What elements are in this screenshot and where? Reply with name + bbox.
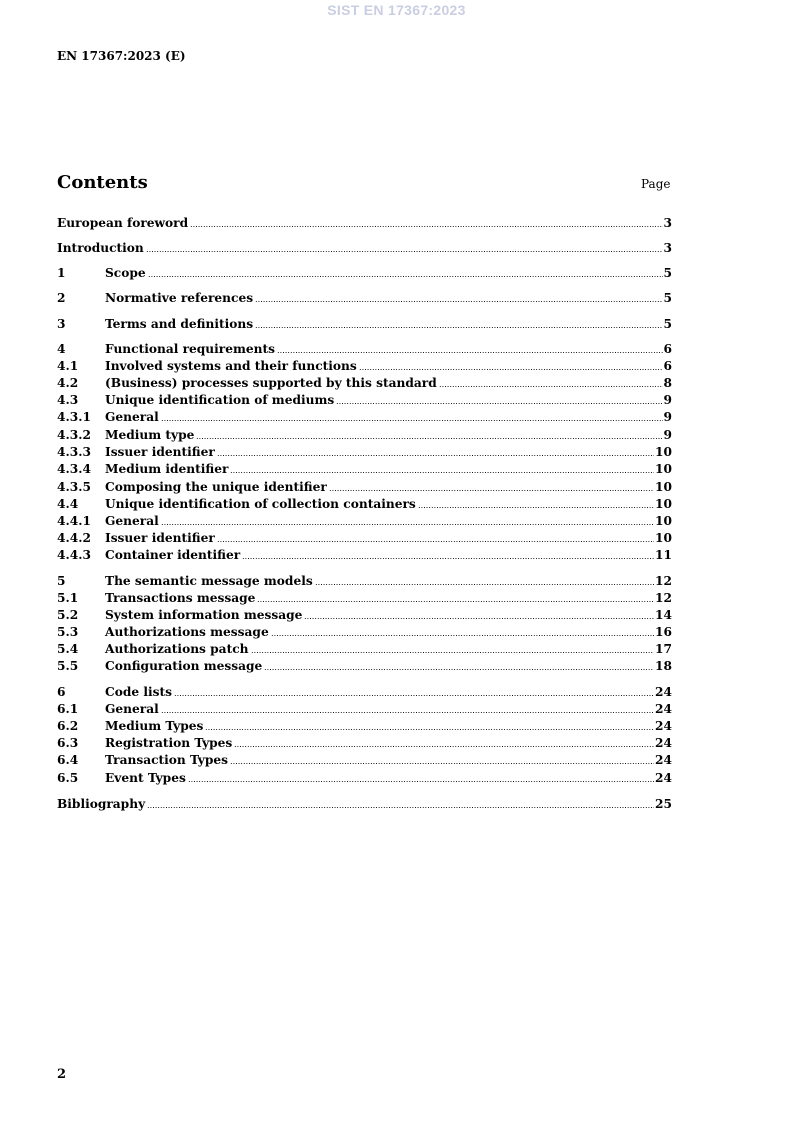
toc-entry-page: 10 [655,497,672,511]
toc-entry-title: Introduction [57,241,144,255]
toc-entry-title: Container identifier [105,548,241,562]
toc-entry-page: 10 [655,445,672,459]
watermark: SIST EN 17367:2023 [327,2,466,18]
toc-leader-dots [161,523,654,526]
toc-entry[interactable] [57,265,672,282]
toc-entry-number: 4.4 [57,497,79,511]
toc-entry-title: Issuer identifier [105,531,215,545]
toc-entry-page: 5 [663,266,672,280]
toc-entry-title: Bibliography [57,797,146,811]
toc-entry-page: 24 [655,702,672,716]
toc-entry-number: 6 [57,685,66,699]
toc-entry-number: 4.3 [57,393,79,407]
toc-entry-title: (Business) processes supported by this standard [105,376,437,390]
toc-entry[interactable] [57,684,672,701]
toc-entry-title: Authorizations message [105,625,269,639]
toc-entry-number: 4.3.5 [57,480,91,494]
toc-leader-dots [257,600,654,603]
toc-leader-dots [174,694,654,697]
toc-entry-title: Scope [105,266,146,280]
toc-entry[interactable] [57,641,672,658]
toc-leader-dots [148,275,663,278]
toc-entry-number: 5.5 [57,659,79,673]
toc-leader-dots [277,351,663,354]
toc-entry-title: Medium Types [105,719,204,733]
toc-entry-title: Functional requirements [105,342,275,356]
toc-entry-page: 12 [655,591,672,605]
toc-entry-title: Medium type [105,428,195,442]
toc-entry-page: 24 [655,771,672,785]
toc-entry-title: General [105,702,159,716]
toc-entry[interactable] [57,444,672,461]
toc-entry-page: 8 [663,376,672,390]
toc-entry[interactable] [57,479,672,496]
toc-entry-title: Transactions message [105,591,256,605]
toc-entry[interactable] [57,341,672,358]
toc-entry-page: 5 [663,291,672,305]
toc-entry-page: 10 [655,531,672,545]
toc-entry[interactable] [57,735,672,752]
toc-leader-dots [147,806,654,809]
toc-entry-number: 6.2 [57,719,79,733]
toc-leader-dots [418,506,654,509]
toc-leader-dots [242,557,654,560]
toc-entry-number: 5 [57,574,66,588]
toc-entry-title: Composing the unique identifier [105,480,327,494]
toc-entry-number: 1 [57,266,66,280]
toc-entry-page: 10 [655,514,672,528]
toc-entry-title: Unique identification of collection containers [105,497,416,511]
toc-entry[interactable] [57,530,672,547]
toc-entry[interactable] [57,316,672,333]
toc-entry-title: Authorizations patch [105,642,249,656]
toc-entry-number: 5.4 [57,642,79,656]
toc-entry[interactable] [57,215,672,232]
toc-leader-dots [271,634,654,637]
toc-leader-dots [217,540,654,543]
toc-entry-page: 5 [663,317,672,331]
toc-entry-page: 14 [655,608,672,622]
toc-leader-dots [264,668,654,671]
toc-entry-page: 25 [655,797,672,811]
document-id: EN 17367:2023 (E) [57,49,186,63]
toc-entry[interactable] [57,590,672,607]
toc-leader-dots [230,762,654,765]
toc-leader-dots [146,250,663,253]
toc-entry-page: 10 [655,462,672,476]
toc-entry[interactable] [57,358,672,375]
toc-entry[interactable] [57,573,672,590]
toc-entry-title: Registration Types [105,736,233,750]
toc-entry[interactable] [57,496,672,513]
toc-leader-dots [161,711,654,714]
toc-entry[interactable] [57,658,672,675]
toc-entry-number: 4.4.3 [57,548,91,562]
toc-entry-page: 9 [663,410,672,424]
toc-entry-page: 17 [655,642,672,656]
toc-entry-page: 9 [663,428,672,442]
toc-entry-number: 3 [57,317,66,331]
toc-entry-page: 11 [655,548,672,562]
toc-leader-dots [315,583,654,586]
toc-entry[interactable] [57,701,672,718]
toc-entry-number: 4.4.1 [57,514,91,528]
toc-leader-dots [205,728,654,731]
toc-entry-number: 5.1 [57,591,79,605]
toc-entry-page: 24 [655,753,672,767]
toc-entry-title: Transaction Types [105,753,228,767]
toc-entry[interactable] [57,392,672,409]
toc-entry-title: Issuer identifier [105,445,215,459]
toc-leader-dots [304,617,654,620]
toc-entry[interactable] [57,770,672,787]
toc-entry[interactable] [57,461,672,478]
toc-entry-page: 3 [663,241,672,255]
toc-entry-number: 4.1 [57,359,79,373]
toc-entry-number: 6.1 [57,702,79,716]
toc-entry-title: General [105,410,159,424]
toc-leader-dots [329,489,654,492]
toc-entry-page: 12 [655,574,672,588]
toc-entry-number: 4.3.4 [57,462,91,476]
toc-entry-page: 9 [663,393,672,407]
toc-entry-page: 10 [655,480,672,494]
toc-entry-number: 4.4.2 [57,531,91,545]
toc-entry-page: 3 [663,216,672,230]
toc-entry-title: Medium identifier [105,462,229,476]
toc-leader-dots [161,419,663,422]
toc-entry[interactable] [57,607,672,624]
toc-entry-title: Terms and definitions [105,317,254,331]
toc-entry-title: Normative references [105,291,254,305]
toc-entry[interactable] [57,513,672,530]
toc-entry-title: General [105,514,159,528]
toc-entry[interactable] [57,752,672,769]
toc-entry-title: Event Types [105,771,186,785]
toc-leader-dots [336,402,662,405]
toc-entry-number: 6.3 [57,736,79,750]
toc-entry-page: 24 [655,736,672,750]
toc-leader-dots [255,326,662,329]
toc-entry-number: 2 [57,291,66,305]
toc-entry[interactable] [57,796,672,813]
toc-entry-title: Code lists [105,685,172,699]
toc-entry-title: Unique identification of mediums [105,393,335,407]
page-number: 2 [57,1067,67,1082]
toc-entry-page: 16 [655,625,672,639]
toc-entry-title: Involved systems and their functions [105,359,357,373]
toc-entry-page: 6 [663,359,672,373]
toc-entry-page: 24 [655,685,672,699]
toc-leader-dots [439,385,663,388]
toc-leader-dots [255,300,662,303]
toc-entry[interactable] [57,427,672,444]
toc-leader-dots [234,745,654,748]
toc-entry-number: 4.3.2 [57,428,91,442]
toc-leader-dots [190,225,662,228]
toc-leader-dots [251,651,655,654]
toc-leader-dots [230,471,654,474]
toc-entry-number: 5.3 [57,625,79,639]
toc-entry[interactable] [57,547,672,564]
toc-entry-title: The semantic message models [105,574,313,588]
toc-entry-number: 5.2 [57,608,79,622]
toc-entry-number: 6.5 [57,771,79,785]
toc-leader-dots [196,437,662,440]
contents-title: Contents [57,172,148,193]
page-column-label: Page [641,177,671,191]
toc-leader-dots [359,368,663,371]
toc-entry-title: System information message [105,608,303,622]
toc-entry[interactable] [57,624,672,641]
toc-entry-number: 4.3.3 [57,445,91,459]
toc-entry[interactable] [57,375,672,392]
toc-entry-number: 4.2 [57,376,79,390]
toc-entry[interactable] [57,718,672,735]
toc-entry[interactable] [57,409,672,426]
toc-entry[interactable] [57,290,672,307]
toc-entry-page: 18 [655,659,672,673]
toc-entry-page: 24 [655,719,672,733]
toc-entry-title: European foreword [57,216,189,230]
toc-entry[interactable] [57,240,672,257]
toc-entry-number: 6.4 [57,753,79,767]
toc-entry-page: 6 [663,342,672,356]
toc-entry-number: 4 [57,342,66,356]
toc-leader-dots [188,780,654,783]
toc-entry-number: 4.3.1 [57,410,91,424]
toc-leader-dots [217,454,654,457]
toc-entry-title: Configuration message [105,659,263,673]
